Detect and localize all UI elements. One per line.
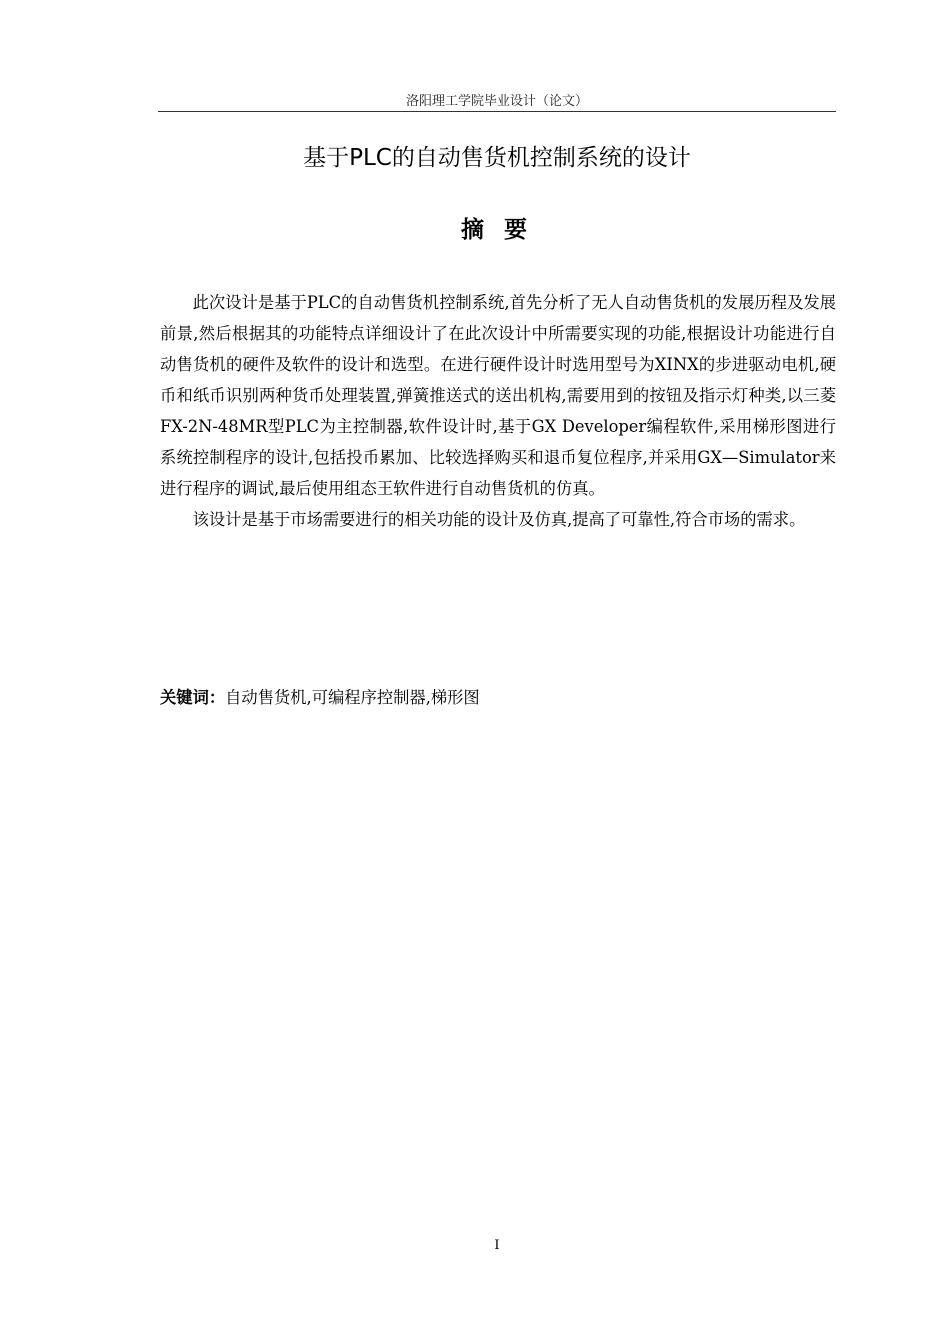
- keywords-value: 自动售货机,可编程序控制器,梯形图: [225, 688, 480, 707]
- keywords-line: [160, 682, 836, 713]
- page-number: I: [494, 1238, 500, 1253]
- header-divider: [158, 111, 836, 112]
- abstract-heading: 摘 要: [460, 217, 533, 243]
- page-header: 洛阳理工学院毕业设计（论文）: [405, 94, 588, 109]
- keywords-label: 关键词：: [160, 688, 226, 707]
- abstract-paragraph-2: 该设计是基于市场需要进行的相关功能的设计及仿真,提高了可靠性,符合市场的需求。: [192, 510, 806, 529]
- abstract-body: [160, 287, 836, 535]
- abstract-paragraph-1: 此次设计是基于PLC的自动售货机控制系统,首先分析了无人自动售货机的发展历程及发展前景,然后根据其的功能特点详细设计了在此次设计中所需要实现的功能,根据设计功能进行自动售货机的硬件及软件的设计和选型。在进行硬件设计时选用型号为XINX的步进驱动电机,硬币和纸币识别两种货币处理装置,弹簧推送式的送出机构,需要用到的按钮及指示灯种类,以三菱FX-2N-48MR型PLC为主控制器,软件设计时,基于GX Developer编程软件,采用梯形图进行系统控制程序的设计,包括投币累加、比较选择购买和退币复位程序,并采用GX—Simulator来进行程序的调试,最后使用组态王软件进行自动售货机的仿真。: [160, 293, 836, 498]
- document-title: 基于PLC的自动售货机控制系统的设计: [303, 145, 691, 171]
